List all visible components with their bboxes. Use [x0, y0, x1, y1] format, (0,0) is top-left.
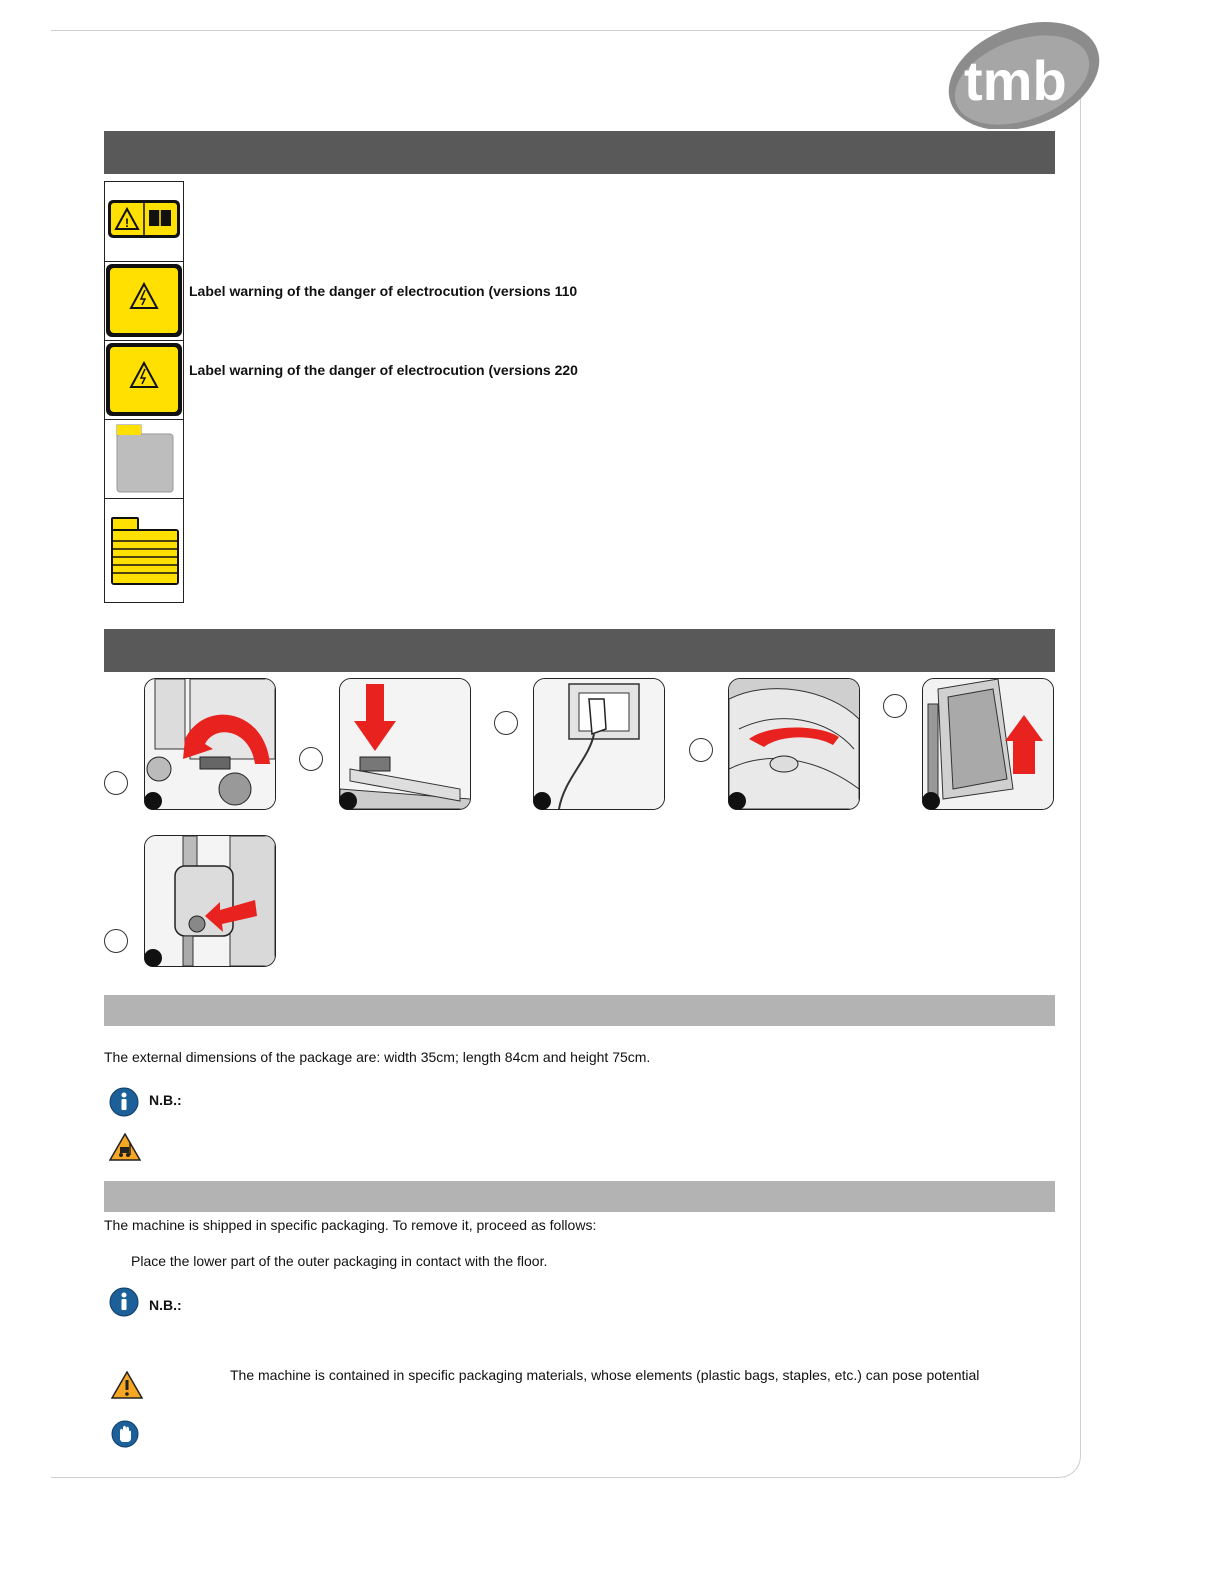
label-cell-1: [105, 182, 183, 262]
step-marker: [339, 792, 357, 810]
packaging-warning-text: The machine is contained in specific packaging materials, whose elements (plastic bags, staples, etc.) can pose potential: [230, 1367, 980, 1383]
info-icon: [109, 1087, 139, 1117]
electrocution-label-icon: [105, 262, 183, 340]
step-marker: [922, 792, 940, 810]
label-description-2: Label warning of the danger of electrocution (versions 110: [189, 283, 578, 299]
step-image-unplug: [533, 678, 665, 810]
callout-circle: [494, 711, 518, 735]
warning-manual-label-icon: [105, 182, 183, 260]
callout-circle: [104, 771, 128, 795]
warning-triangle-icon: [111, 1371, 143, 1399]
callout-circle: [104, 929, 128, 953]
nb-label: N.B.:: [149, 1297, 182, 1313]
safety-labels-table: [104, 181, 184, 603]
gloves-mandatory-icon: [111, 1420, 139, 1448]
step-image-disconnect-battery: [144, 835, 276, 967]
callout-circle: [299, 747, 323, 771]
forklift-warning-icon: [109, 1133, 141, 1161]
step-image-lift-cover: [922, 678, 1054, 810]
svg-text:tmb: tmb: [964, 49, 1067, 112]
section-header-unpacking: [104, 1181, 1055, 1212]
callout-circle: [689, 738, 713, 762]
step-image-wheel-brake: [144, 678, 276, 810]
label-cell-4: [105, 420, 183, 499]
step-marker: [144, 792, 162, 810]
label-cell-5: [105, 499, 183, 603]
unpacking-step-1: Place the lower part of the outer packaging in contact with the floor.: [131, 1253, 548, 1269]
electrocution-label-icon: [105, 341, 183, 419]
unpacking-intro-text: The machine is shipped in specific packaging. To remove it, proceed as follows:: [104, 1217, 597, 1233]
step-marker: [533, 792, 551, 810]
label-cell-2: [105, 262, 183, 341]
step-image-press-pedal: [339, 678, 471, 810]
section-header-procedure: [104, 629, 1055, 672]
label-cell-3: [105, 341, 183, 420]
step-image-rotate-cap: [728, 678, 860, 810]
tmb-logo: [942, 14, 1102, 129]
instructions-plate-label-icon: [105, 499, 183, 603]
svg-text:!: !: [125, 216, 129, 230]
section-header-package: [104, 995, 1055, 1026]
step-marker: [728, 792, 746, 810]
nb-label: N.B.:: [149, 1092, 182, 1108]
step-marker: [144, 949, 162, 967]
callout-circle: [883, 694, 907, 718]
section-header-labels: [104, 131, 1055, 174]
grey-plate-label-icon: [105, 420, 183, 498]
package-dimensions-text: The external dimensions of the package are: width 35cm; length 84cm and height 75cm.: [104, 1049, 651, 1065]
info-icon: [109, 1287, 139, 1317]
label-description-3: Label warning of the danger of electrocution (versions 220: [189, 362, 578, 378]
